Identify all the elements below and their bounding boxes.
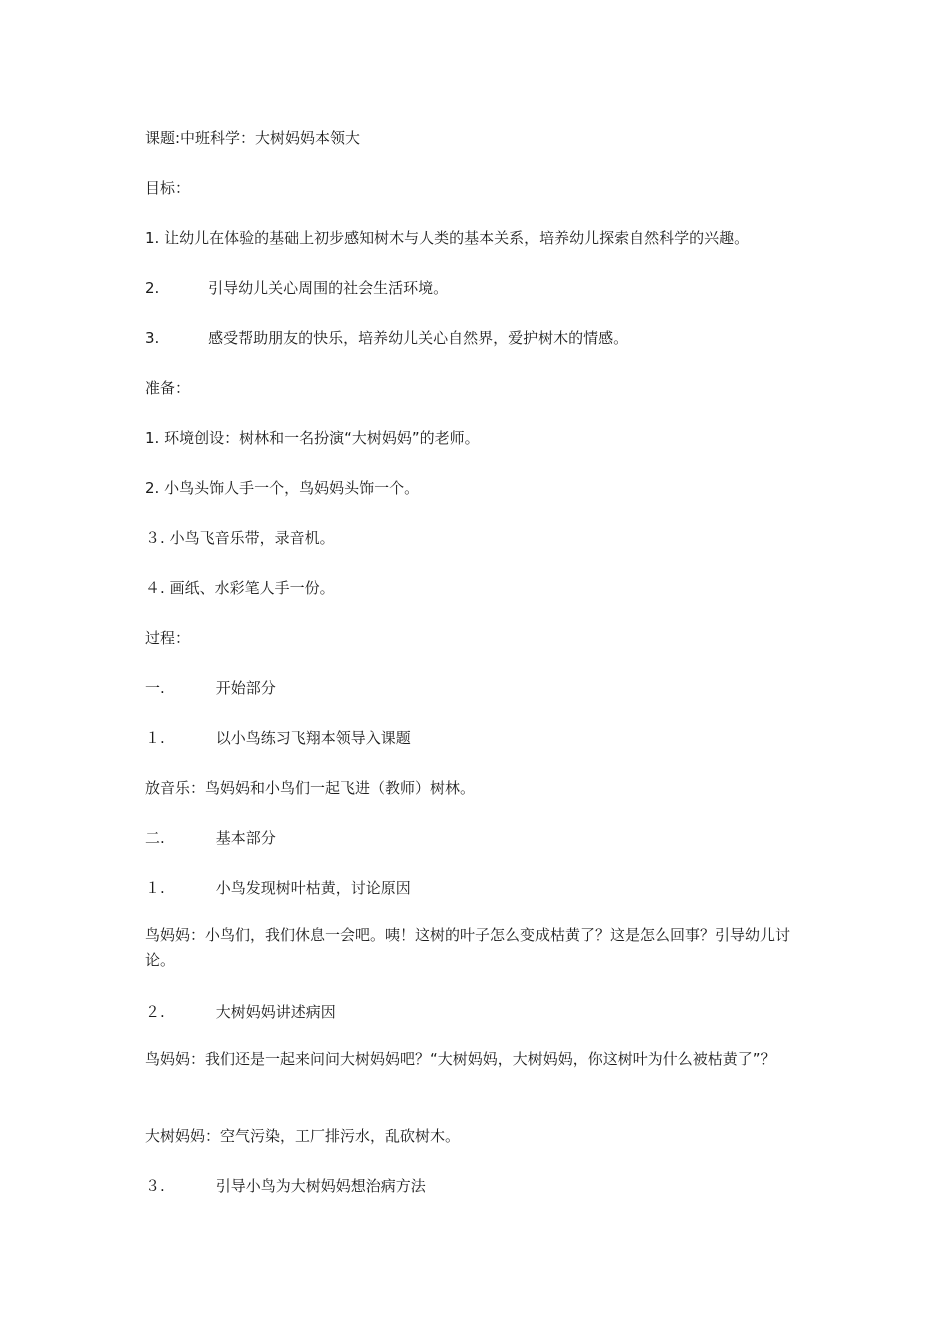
doc-title: 课题:中班科学：大树妈妈本领大 [145,129,361,147]
step-1-heading [145,728,411,748]
part-number: 一. [145,679,165,697]
goal-number: 1. [145,229,160,247]
part-1-heading [145,678,276,698]
step-text: 以小鸟练习飞翔本领导入课题 [215,729,411,747]
prep-text: 小鸟飞音乐带，录音机。 [169,529,335,547]
goal-text: 让幼儿在体验的基础上初步感知树木与人类的基本关系，培养幼儿探索自然科学的兴趣。 [164,229,750,247]
step-3-reply: 大树妈妈：空气污染，工厂排污水，乱砍树木。 [145,1127,461,1145]
step-1-body: 放音乐：鸟妈妈和小鸟们一起飞进（教师）树林。 [145,779,476,797]
step-3-heading [145,1002,336,1022]
step-4-heading [145,1176,426,1196]
prep-text: 小鸟头饰人手一个，鸟妈妈头饰一个。 [164,479,420,497]
step-text: 引导小鸟为大树妈妈想治病方法 [215,1177,426,1195]
goal-item-1 [145,228,749,248]
step-text: 小鸟发现树叶枯黄，讨论原因 [215,879,411,897]
part-text: 开始部分 [215,679,276,697]
process-heading: 过程： [145,629,191,647]
step-2-body: 鸟妈妈：小鸟们，我们休息一会吧。咦！这树的叶子怎么变成枯黄了？这是怎么回事？引导幼儿讨论。 [145,926,791,969]
goal-text: 感受帮助朋友的快乐，培养幼儿关心自然界，爱护树木的情感。 [208,329,629,347]
step-text: 大树妈妈讲述病因 [215,1003,336,1021]
prep-item-3 [145,528,335,548]
part-text: 基本部分 [215,829,276,847]
prep-heading: 准备： [145,379,191,397]
step-2-heading [145,878,411,898]
prep-text: 画纸、水彩笔人手一份。 [169,579,335,597]
prep-item-1 [145,428,480,448]
prep-number: ４. [145,579,165,597]
prep-text: 环境创设：树林和一名扮演“大树妈妈”的老师。 [164,429,480,447]
prep-number: 2. [145,479,160,497]
prep-number: ３. [145,529,165,547]
goal-number: 3. [145,329,160,347]
goal-item-2 [145,278,448,298]
step-number: ２. [145,1003,165,1021]
part-2-heading [145,828,276,848]
part-number: 二. [145,829,165,847]
step-number: １. [145,729,165,747]
goal-item-3 [145,328,628,348]
goal-text: 引导幼儿关心周围的社会生活环境。 [208,279,449,297]
step-3-body: 鸟妈妈：我们还是一起来问问大树妈妈吧？“大树妈妈，大树妈妈，你这树叶为什么被枯黄了”？ [145,1050,776,1068]
step-number: ３. [145,1177,165,1195]
prep-item-2 [145,478,419,498]
goal-number: 2. [145,279,160,297]
goal-heading: 目标： [145,179,191,197]
step-number: １. [145,879,165,897]
prep-number: 1. [145,429,160,447]
prep-item-4 [145,578,335,598]
